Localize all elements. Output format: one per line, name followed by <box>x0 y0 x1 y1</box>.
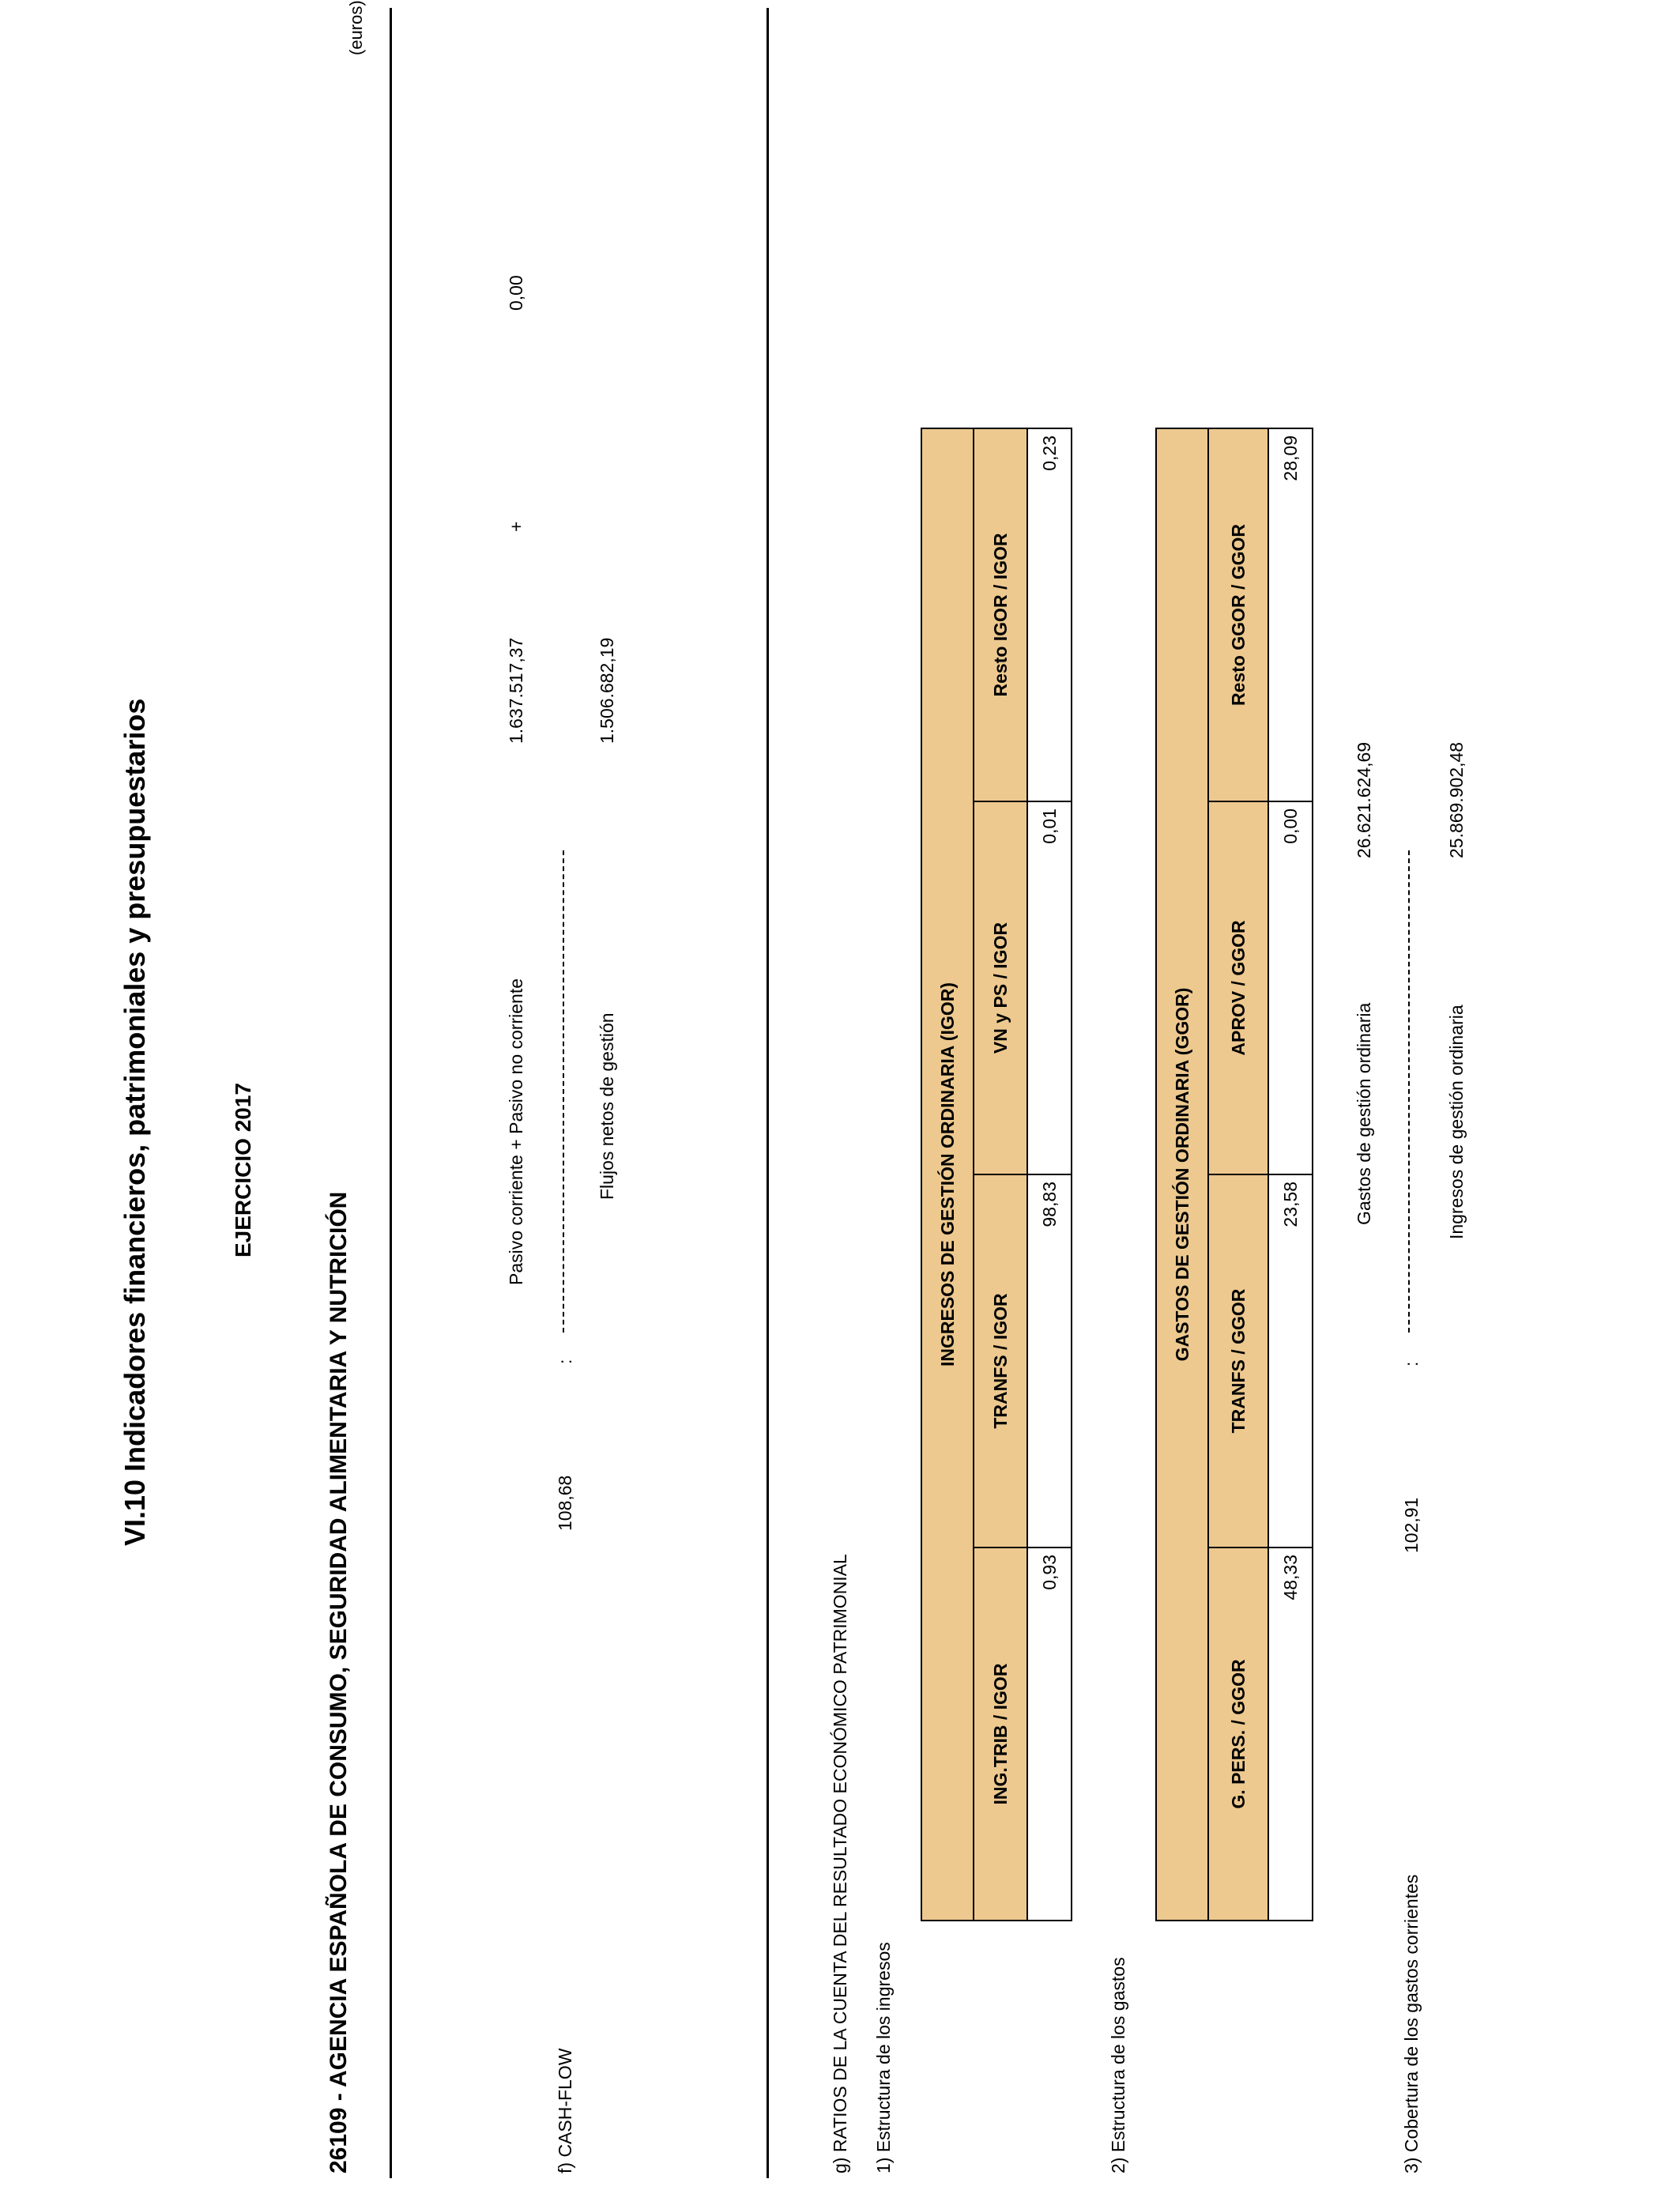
cobertura-fraction-line <box>1408 850 1410 1333</box>
gastos-value: 0,00 <box>1268 801 1313 1174</box>
gastos-table-title: GASTOS DE GESTIÓN ORDINARIA (GGOR) <box>1156 428 1208 1921</box>
cashflow-numerator-label: Pasivo corriente + Pasivo no corriente <box>506 978 526 1285</box>
header-rule-top <box>390 8 392 2178</box>
ingresos-col-header: Resto IGOR / IGOR <box>974 428 1027 801</box>
ingresos-table <box>921 428 1072 1921</box>
gastos-col-header: G. PERS. / GGOR <box>1208 1547 1268 1921</box>
cobertura-colon: : <box>1401 1361 1422 1367</box>
ingresos-value: 0,23 <box>1027 428 1072 801</box>
gastos-structure-label: 2) Estructura de los gastos <box>1108 1957 1128 2173</box>
cobertura-value: 102,91 <box>1401 1497 1422 1553</box>
exercise-year: EJERCICIO 2017 <box>231 1083 255 1257</box>
section-rule <box>767 8 769 2178</box>
cobertura-denominator-label: Ingresos de gestión ordinaria <box>1446 1005 1467 1239</box>
cashflow-denominator-value: 1.506.682,19 <box>597 637 617 744</box>
gastos-value: 28,09 <box>1268 428 1313 801</box>
cashflow-numerator-value2: 0,00 <box>506 275 526 311</box>
ingresos-structure-label: 1) Estructura de los ingresos <box>873 1942 894 2173</box>
currency-unit: (euros) <box>346 0 366 55</box>
gastos-col-header: APROV / GGOR <box>1208 801 1268 1174</box>
gastos-value: 48,33 <box>1268 1547 1313 1921</box>
gastos-col-header: Resto GGOR / GGOR <box>1208 428 1268 801</box>
ratios-section-title: g) RATIOS DE LA CUENTA DEL RESULTADO ECONÓMICO PATRIMONIAL <box>830 1554 850 2173</box>
page-title: VI.10 Indicadores financieros, patrimoniales y presupuestarios <box>119 698 151 1546</box>
cashflow-colon: : <box>555 1359 575 1364</box>
gastos-col-header: TRANFS / GGOR <box>1208 1174 1268 1547</box>
gastos-value: 23,58 <box>1268 1174 1313 1547</box>
cobertura-denominator-value: 25.869.902,48 <box>1446 741 1467 858</box>
ingresos-value: 0,93 <box>1027 1547 1072 1921</box>
ingresos-col-header: TRANFS / IGOR <box>974 1174 1027 1547</box>
ingresos-value: 0,01 <box>1027 801 1072 1174</box>
gastos-table <box>1155 428 1313 1921</box>
cashflow-denominator-label: Flujos netos de gestión <box>597 1012 617 1200</box>
ingresos-value: 98,83 <box>1027 1174 1072 1547</box>
cashflow-numerator-value1: 1.637.517,37 <box>506 637 526 744</box>
entity-name: 26109 - AGENCIA ESPAÑOLA DE CONSUMO, SEGURIDAD ALIMENTARIA Y NUTRICIÓN <box>326 1191 352 2173</box>
cobertura-numerator-value: 26.621.624,69 <box>1354 741 1374 858</box>
cashflow-value: 108,68 <box>555 1475 575 1531</box>
ingresos-col-header: ING.TRIB / IGOR <box>974 1547 1027 1921</box>
ingresos-table-title: INGRESOS DE GESTIÓN ORDINARIA (IGOR) <box>921 428 974 1921</box>
cobertura-numerator-label: Gastos de gestión ordinaria <box>1354 1002 1374 1225</box>
cobertura-label: 3) Cobertura de los gastos corrientes <box>1401 1874 1422 2173</box>
cashflow-plus: + <box>506 521 526 532</box>
ingresos-col-header: VN y PS / IGOR <box>974 801 1027 1174</box>
cashflow-fraction-line <box>563 850 564 1333</box>
cashflow-label: f) CASH-FLOW <box>555 2048 575 2173</box>
